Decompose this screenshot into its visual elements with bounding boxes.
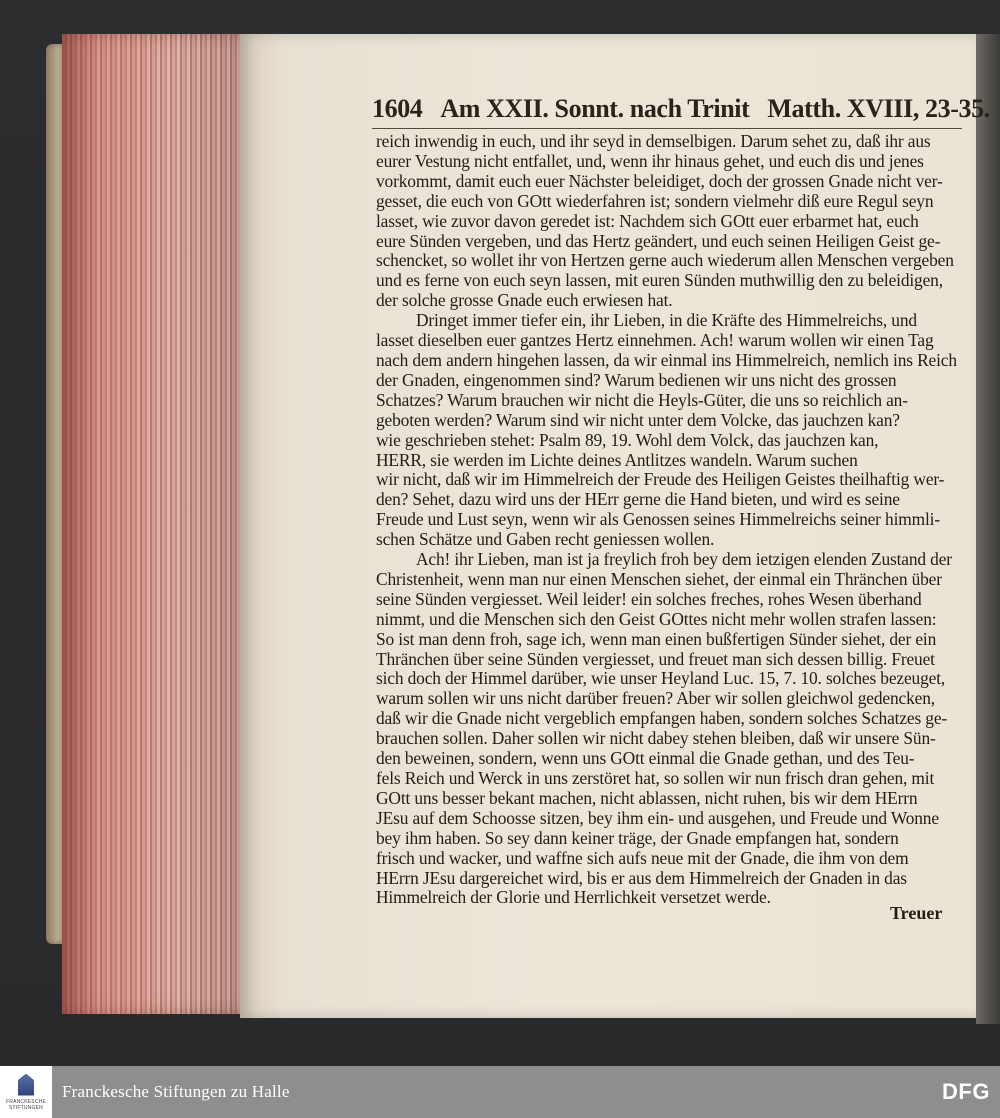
text-line: gesset, die euch von GOtt wiederfahren ist; sondern vielmehr diß eure Regul seyn (376, 191, 934, 211)
text-line: reich inwendig in euch, und ihr seyd in demselbigen. Darum sehet zu, daß ihr aus (376, 132, 931, 151)
text-line: Ach! ihr Lieben, man ist ja freylich froh bey dem ietzigen elenden Zustand der (416, 550, 952, 570)
logo-text: FRANCKESCHE STIFTUNGEN (6, 1098, 46, 1111)
page-header (372, 94, 990, 130)
text-line: So ist man denn froh, sage ich, wenn man einen bußfertigen Sünder siehet, der ein (376, 629, 937, 649)
text-line: Christenheit, wenn man nur einen Menschen siehet, der einmal ein Thränchen über (376, 569, 942, 589)
text-line: lasset, wie zuvor davon geredet ist: Nachdem sich GOtt euer erbarmet hat, euch (376, 211, 919, 231)
text-line: sich doch der Himmel darüber, wie unser Heyland Luc. 15, 7. 10. solches bezeuget, (376, 669, 946, 689)
page-shadow (976, 34, 1000, 1024)
dfg-logo[interactable]: DFG (942, 1079, 990, 1104)
institution-logo (0, 1066, 52, 1118)
text-line: JEsu auf dem Schoosse sitzen, bey ihm ein- und ausgehen, und Freude und Wonne (376, 808, 939, 828)
text-line: Dringet immer tiefer ein, ihr Lieben, in die Kräfte des Himmelreichs, und (416, 311, 917, 331)
text-line: frisch und wacker, und waffne sich aufs neue mit der Gnade, die ihm von dem (376, 848, 909, 868)
text-line: HERR, sie werden im Lichte deines Antlitzes wandeln. Warum suchen (376, 450, 858, 470)
text-line: Thränchen über seine Sünden vergiesset, und freuet man sich dessen billig. Freuet (376, 649, 935, 669)
footer-bar (0, 1066, 1000, 1118)
text-line: bey ihm haben. So sey dann keiner träge, der Gnade empfangen hat, sondern (376, 828, 899, 848)
body-text (376, 132, 964, 908)
text-line: wir nicht, daß wir im Himmelreich der Freude des Heiligen Geistes theilhaftig wer- (376, 470, 945, 490)
header-reference: Matth. XVIII, 23-35. (767, 94, 990, 123)
institution-name[interactable]: Franckesche Stiftungen zu Halle (62, 1082, 290, 1101)
building-icon (18, 1074, 34, 1096)
header-rule (372, 128, 962, 129)
text-line: brauchen sollen. Daher sollen wir nicht dabey stehen bleiben, daß wir unsere Sün- (376, 729, 936, 749)
text-line: GOtt uns besser bekant machen, nicht ablassen, nicht ruhen, bis wir dem HErrn (376, 788, 918, 808)
text-line: wie geschrieben stehet: Psalm 89, 19. Wohl dem Volck, das jauchzen kan, (376, 430, 879, 450)
text-line: den beweinen, sondern, wenn uns GOtt einmal die Gnade gethan, und des Teu- (376, 749, 915, 769)
text-line: HErrn JEsu dargereichet wird, bis er aus dem Himmelreich der Gnaden in das (376, 868, 907, 888)
page-number: 1604 (372, 94, 423, 123)
text-line: und es ferne von euch seyn lassen, mit euren Sünden muthwillig den zu beleidigen, (376, 271, 943, 291)
header-title: Am XXII. Sonnt. nach Trinit (440, 94, 750, 123)
text-line: den? Sehet, dazu wird uns der HErr gerne die Hand bieten, und wird es seine (376, 490, 900, 510)
text-line: Schatzes? Warum brauchen wir nicht die Heyls-Güter, die uns so reichlich an- (376, 390, 908, 410)
text-line: Freude und Lust seyn, wenn wir als Genossen seines Himmelreichs seiner himmli- (376, 510, 941, 530)
text-line: eurer Vestung nicht entfallet, und, wenn ihr hinaus gehet, und euch dis und jenes (376, 151, 924, 171)
text-line: lasset dieselben euer gantzes Hertz einnehmen. Ach! warum wollen wir einen Tag (376, 331, 934, 351)
text-line: nimmt, und die Menschen sich den Geist GOttes nicht mehr wollen strafen lassen: (376, 609, 937, 629)
text-line: Himmelreich der Glorie und Herrlichkeit versetzet werde. (376, 888, 771, 908)
text-line: geboten werden? Warum sind wir nicht unter dem Volcke, das jauchzen kan? (376, 410, 900, 430)
text-line: schencket, so wollet ihr von Hertzen gerne auch wiederum allen Menschen vergeben (376, 251, 954, 271)
catchword: Treuer (890, 903, 943, 923)
text-line: schen Schätze und Gaben recht geniessen wollen. (376, 530, 715, 550)
text-line: fels Reich und Werck in uns zerstöret hat, so sollen wir nun frisch dran gehen, mit (376, 769, 935, 788)
text-line: eure Sünden vergeben, und das Hertz geändert, und euch seinen Heiligen Geist ge- (376, 231, 941, 251)
text-line: daß wir die Gnade nicht vergeblich empfangen haben, sondern solches Schatzes ge- (376, 709, 948, 729)
text-line: der Gnaden, eingenommen sind? Warum bedienen wir uns nicht des grossen (376, 370, 897, 390)
text-line: nach dem andern hingehen lassen, da wir einmal ins Himmelreich, nemlich ins Reich (376, 350, 957, 370)
text-line: vorkommt, damit euch euer Nächster beleidiget, doch der grossen Gnade nicht ver- (376, 171, 943, 191)
text-line: der solche grosse Gnade euch erwiesen hat. (376, 291, 673, 311)
text-line: warum sollen wir uns nicht darüber freuen? Aber wir sollen gleichwol gedencken, (376, 689, 935, 709)
page-edges (62, 34, 250, 1014)
text-line: seine Sünden vergiesset. Weil leider! ein solches freches, rohes Wesen überhand (376, 589, 922, 609)
